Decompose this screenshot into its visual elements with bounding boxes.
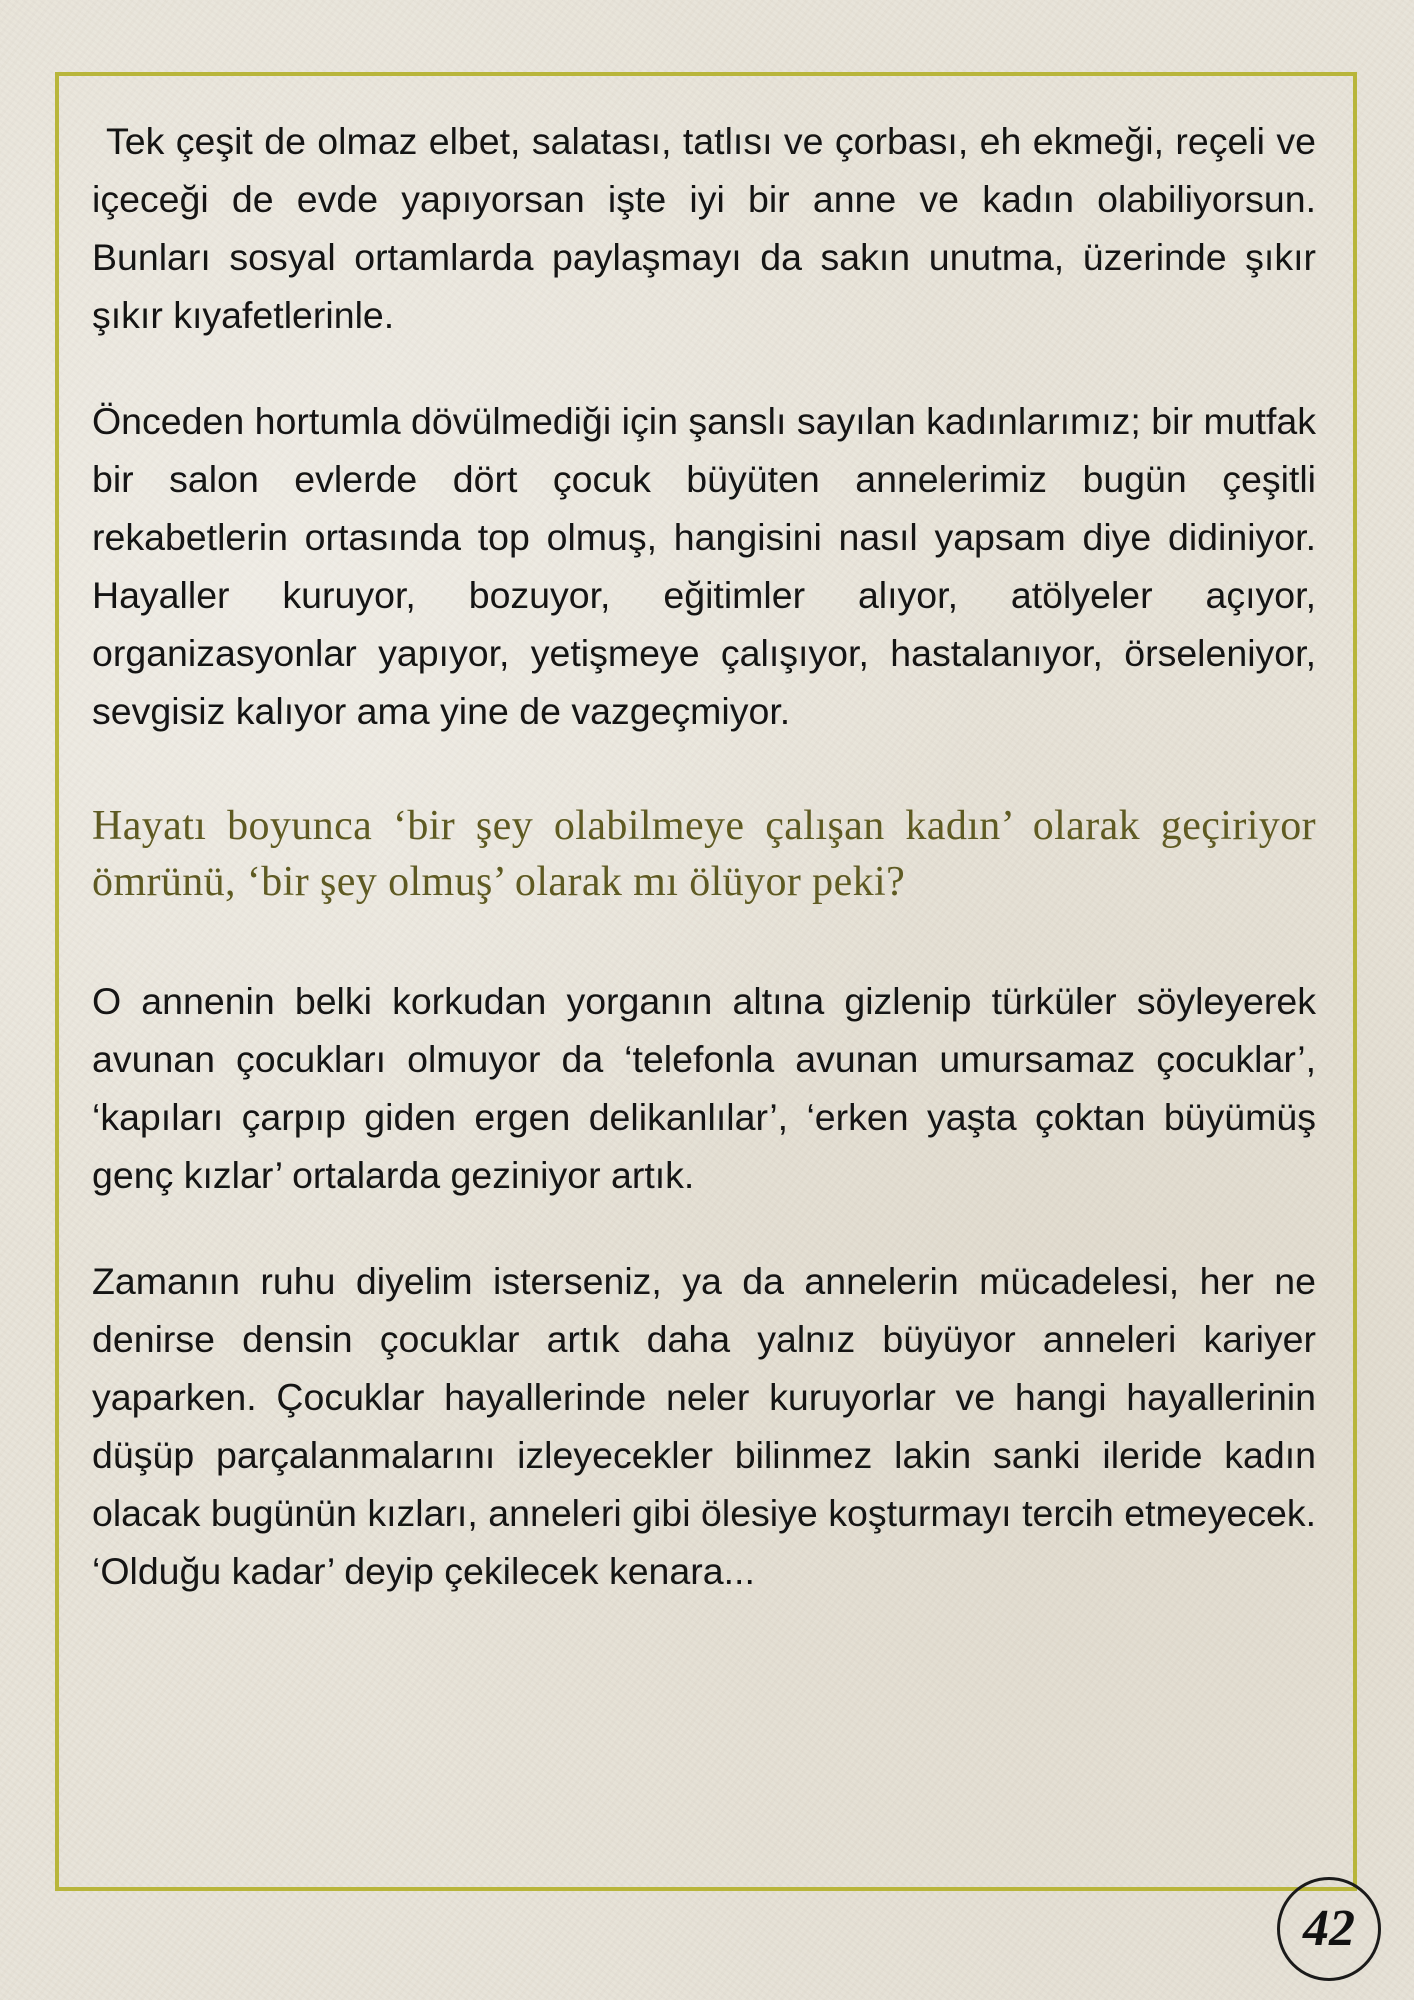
page-number: 42 [1303, 1900, 1355, 1957]
paragraph-4: Zamanın ruhu diyelim isterseniz, ya da annelerin mücadelesi, her ne denirse densin çocuklar artık daha yalnız büyüyor anneleri kariyer yaparken. Çocuklar hayallerinde neler kuruyorlar ve hangi hayallerinin düşüp parçalanmalarını izleyecekler bilinmez lakin sanki ileride kadın olacak bugünün kızları, anneleri gibi ölesiye koşturmayı tercih etmeyecek. ‘Olduğu kadar’ deyip çekilecek kenara... [92, 1260, 1316, 1592]
page-number-badge [1277, 1877, 1381, 1981]
paragraph-2: Önceden hortumla dövülmediği için şanslı sayılan kadınlarımız; bir mutfak bir salon evlerde dört çocuk büyüten annelerimiz bugün çeşitli rekabetlerin ortasında top olmuş, hangisini nasıl yapsam diye didiniyor. Hayaller kuruyor, bozuyor, eğitimler alıyor, atölyeler açıyor, organizasyonlar yapıyor, yetişmeye çalışıyor, hastalanıyor, örseleniyor, sevgisiz kalıyor ama yine de vazgeçmiyor. [92, 400, 1316, 732]
pull-quote: Hayatı boyunca ‘bir şey olabilmeye çalışan kadın’ olarak geçiriyor ömrünü, ‘bir şey olmuş’ olarak mı ölüyor peki? [92, 803, 1316, 905]
article-body [92, 112, 1316, 1600]
paragraph-3: O annenin belki korkudan yorganın altına gizlenip türküler söyleyerek avunan çocukları olmuyor da ‘telefonla avunan umursamaz çocuklar’, ‘kapıları çarpıp giden ergen delikanlılar’, ‘erken yaşta çoktan büyümüş genç kızlar’ ortalarda geziniyor artık. [92, 980, 1316, 1196]
paragraph-1: Tek çeşit de olmaz elbet, salatası, tatlısı ve çorbası, eh ekmeği, reçeli ve içeceği de evde yapıyorsan işte iyi bir anne ve kadın olabiliyorsun. Bunları sosyal ortamlarda paylaşmayı da sakın unutma, üzerinde şıkır şıkır kıyafetlerinle. [92, 120, 1316, 336]
